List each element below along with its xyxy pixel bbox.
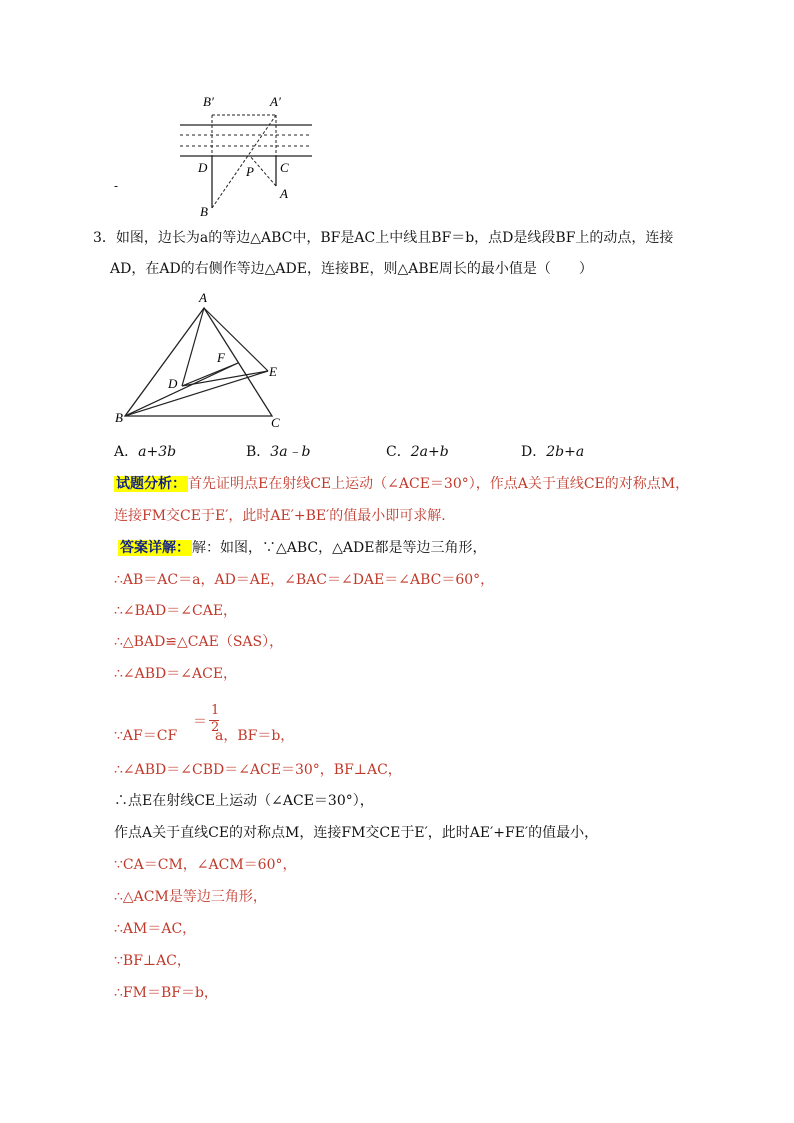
answer-step-10: ∵BF⊥AC， [114,953,191,969]
answer-step-11: ∴FM＝BF＝b， [114,985,218,1001]
question-line-2: AD，在AD的右侧作等边△ADE，连接BE，则△ABE周长的最小值是（ ） [110,261,593,277]
answer-step-5: ∴∠ABD＝∠CBD＝∠ACE＝30°，BF⊥AC， [114,762,402,778]
label-b: B [200,204,208,219]
answer-step-4: ∴∠ABD＝∠ACE， [114,666,238,682]
label-b-prime: B′ [203,94,214,109]
label-f: F [217,350,225,365]
option-b-text: 3a﹣b [270,444,311,460]
option-d-letter: D． [521,444,547,460]
option-a-text: a+3b [138,444,177,460]
option-c[interactable] [386,441,449,461]
option-c-text: 2a+b [410,444,449,460]
answer-step-7: ∵CA＝CM，∠ACM＝60°， [114,857,297,873]
option-b[interactable] [246,441,311,461]
fraction-numerator: 1 [211,703,220,718]
label-p: P [246,164,254,179]
af-line-left: ∵AF＝CF [114,728,178,744]
label-a: A [280,186,288,201]
label-b: B [115,410,123,425]
label-a: A [199,290,207,305]
answer-step-1: ∴AB＝AC＝a，AD＝AE，∠BAC＝∠DAE＝∠ABC＝60°， [114,572,495,588]
option-d[interactable] [521,441,584,461]
answer-step-6: ∴点E在射线CE上运动（∠ACE＝30°）， [114,793,374,809]
af-line-eq: ＝ [193,714,207,730]
figure-reflection-diagram [100,88,340,223]
label-a-prime: A′ [270,94,281,109]
analysis-line-1 [114,473,689,493]
option-c-letter: C． [386,444,411,460]
answer-step-mix [114,822,598,842]
bullet-mark: - [114,179,119,193]
fraction-denominator: 2 [211,720,220,735]
af-line-right: a，BF＝b， [215,728,295,744]
answer-step-8: ∴△ACM是等边三角形， [114,889,267,905]
analysis-text-1: 首先证明点E在射线CE上运动（∠ACE＝30°），作点A关于直线CE的对称点M， [188,476,690,492]
answer-step-3: ∴△BAD≌△CAE（SAS）， [114,634,284,650]
label-c: C [280,160,289,175]
option-a[interactable] [114,441,176,461]
answer-intro-line [118,537,486,557]
figure-triangle-diagram [110,288,300,433]
answer-step-mix-text: 作点A关于直线CE的对称点M，连接FM交CE于E′，此时AE′+FE′的值最小， [114,825,599,841]
answer-step-9: ∴AM＝AC， [114,921,197,937]
answer-step-2: ∴∠BAD＝∠CAE， [114,603,238,619]
label-c: C [271,415,280,430]
label-d: D [168,376,178,391]
analysis-tag: 试题分析： [116,476,186,492]
answer-intro: 解：如图，∵△ABC，△ADE都是等边三角形， [192,540,487,556]
option-d-text: 2b+a [546,444,585,460]
question-line-1: 3．如图，边长为a的等边△ABC中，BF是AC上中线且BF＝b，点D是线段BF上的动点，连接 [93,230,674,246]
label-d: D [198,160,208,175]
label-e: E [269,364,277,379]
option-b-letter: B． [246,444,271,460]
answer-tag: 答案详解： [120,540,190,556]
option-a-letter: A． [114,444,139,460]
analysis-line-2: 连接FM交CE于E′，此时AE′+BE′的值最小即可求解. [114,508,446,524]
